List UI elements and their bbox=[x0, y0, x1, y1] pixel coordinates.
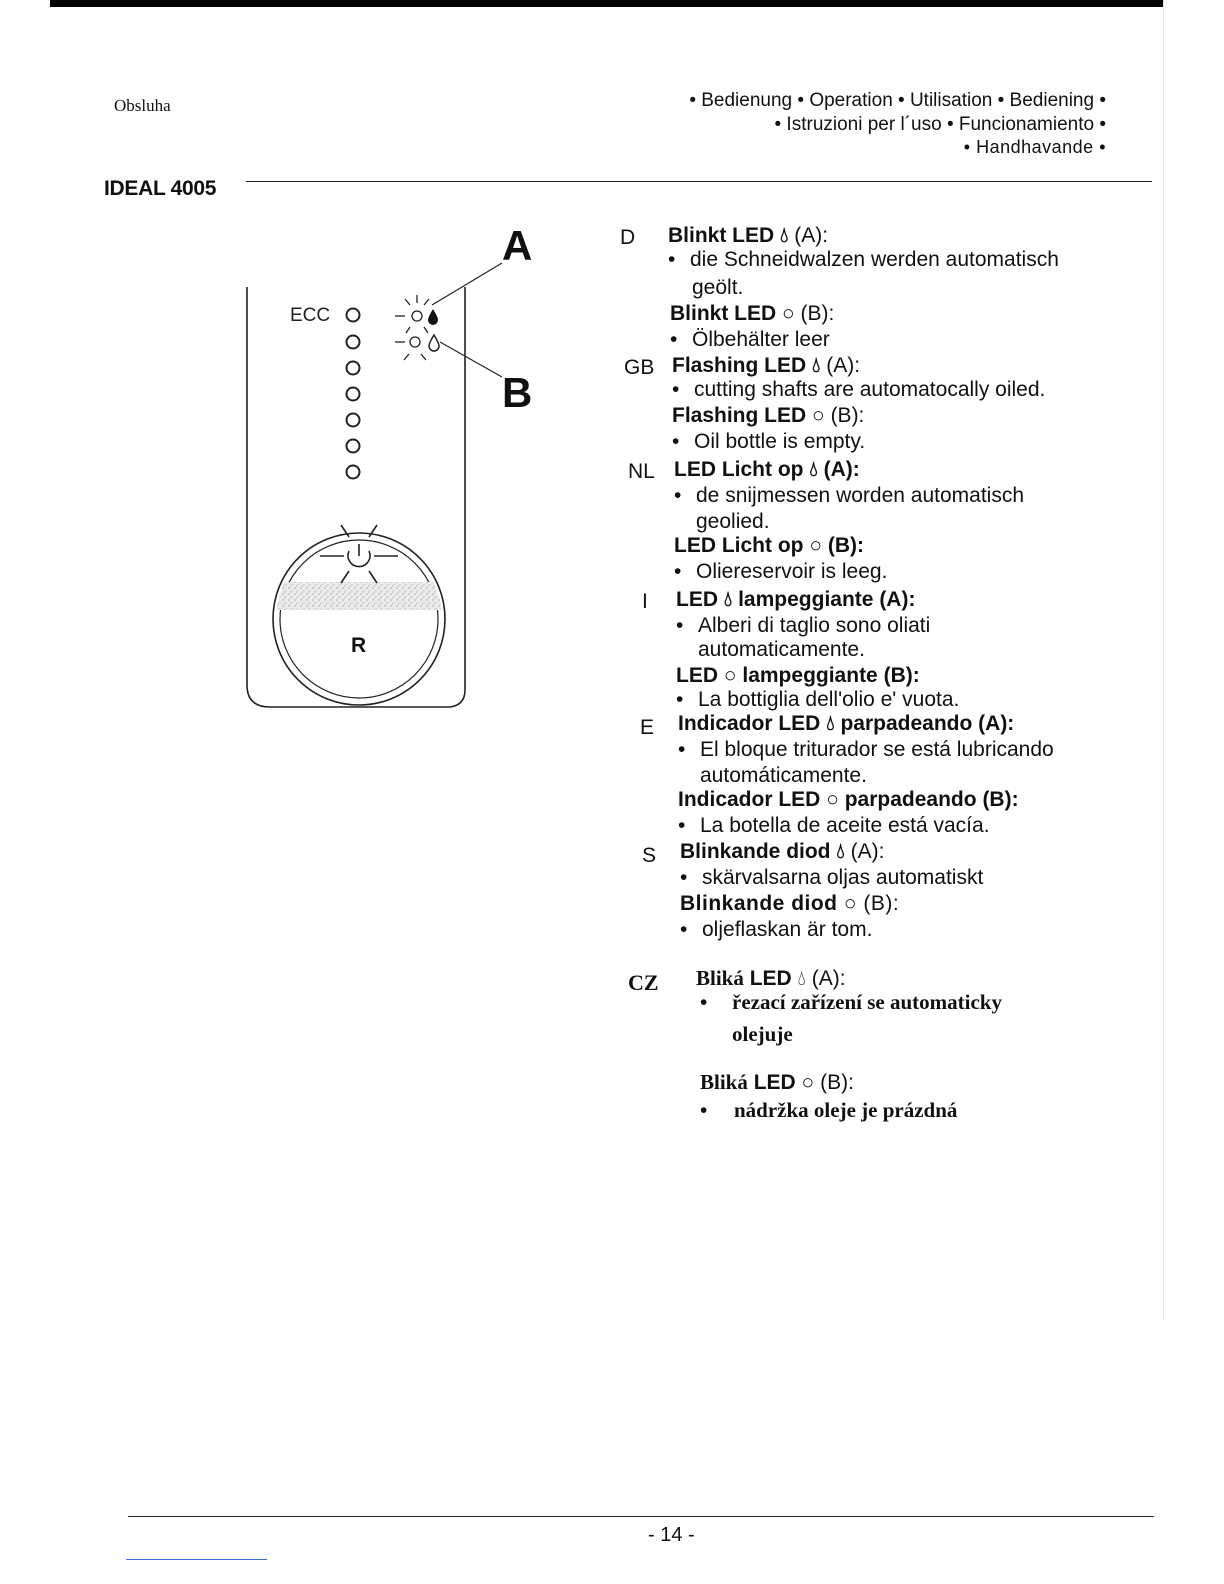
button-speckle-band bbox=[270, 582, 450, 610]
header-left-label: Obsluha bbox=[114, 96, 171, 115]
lang-code-i: I bbox=[642, 590, 648, 613]
oil-drop-hollow-icon: ○ bbox=[801, 1071, 815, 1094]
cz-text-b1: • nádržka oleje je prázdná bbox=[700, 1098, 958, 1122]
oil-drop-hollow-icon: ○ bbox=[843, 892, 858, 915]
lang-code-s: S bbox=[642, 844, 657, 867]
cz-heading-a: Bliká LED 💧︎ (A): bbox=[696, 966, 846, 990]
lang-code-cz: CZ bbox=[628, 970, 659, 995]
nl-text-a2: geolied. bbox=[696, 510, 770, 533]
d-text-a1: • die Schneidwalzen werden automatisch bbox=[668, 248, 1059, 271]
lang-code-gb: GB bbox=[624, 356, 655, 379]
d-text-a2: geölt. bbox=[692, 276, 744, 299]
cz-text-a1: • řezací zařízení se automaticky bbox=[700, 990, 1002, 1014]
oil-drop-hollow-icon bbox=[429, 335, 439, 351]
i-heading-b: LED ○ lampeggiante (B): bbox=[676, 664, 920, 687]
s-text-a1: • skärvalsarna oljas automatiskt bbox=[680, 866, 984, 889]
oil-drop-hollow-icon: ○ bbox=[723, 664, 737, 687]
top-border-bar bbox=[50, 0, 1164, 7]
oil-drop-filled-icon: 💧︎ bbox=[780, 224, 789, 247]
led-indicator bbox=[347, 414, 360, 427]
oil-drop-filled-icon: 💧︎ bbox=[812, 354, 821, 377]
oil-drop-filled-icon: 💧︎ bbox=[809, 458, 818, 481]
header-rule bbox=[246, 181, 1152, 182]
led-indicator bbox=[347, 336, 360, 349]
lang-code-nl: NL bbox=[628, 460, 655, 483]
gb-heading-b: Flashing LED ○ (B): bbox=[672, 404, 865, 427]
oil-drop-hollow-icon: ○ bbox=[809, 534, 823, 557]
model-title: IDEAL 4005 bbox=[104, 177, 217, 200]
i-text-a2: automaticamente. bbox=[698, 638, 865, 661]
operations-languages-line-3: • Handhavande • bbox=[963, 137, 1106, 157]
oil-led-b bbox=[395, 337, 426, 360]
oil-drop-filled-icon: 💧︎ bbox=[797, 967, 806, 990]
lang-code-d: D bbox=[620, 226, 636, 249]
oil-drop-filled-icon bbox=[428, 309, 438, 325]
e-heading-b: Indicador LED ○ parpadeando (B): bbox=[678, 788, 1019, 811]
oil-led-a bbox=[395, 295, 429, 333]
led-column bbox=[347, 309, 360, 479]
nl-text-a1: • de snijmessen worden automatisch bbox=[674, 484, 1025, 507]
gb-heading-a: Flashing LED 💧︎ (A): bbox=[672, 354, 861, 377]
operations-languages-line-2: • Istruzioni per l´uso • Funcionamiento • bbox=[774, 114, 1106, 135]
e-text-a1: • El bloque triturador se está lubricando bbox=[678, 738, 1054, 761]
led-indicator bbox=[347, 440, 360, 453]
led-indicator bbox=[347, 309, 360, 322]
lang-code-e: E bbox=[640, 716, 655, 739]
d-text-b1: • Ölbehälter leer bbox=[670, 328, 830, 351]
s-text-b1: • oljeflaskan är tom. bbox=[680, 918, 873, 941]
e-heading-a: Indicador LED 💧︎ parpadeando (A): bbox=[678, 712, 1015, 735]
callout-label-b: B bbox=[502, 369, 533, 416]
nl-heading-a: LED Licht op 💧︎ (A): bbox=[674, 458, 860, 481]
callout-label-a: A bbox=[502, 222, 533, 269]
device-panel-diagram bbox=[240, 215, 560, 730]
oil-drop-filled-icon: 💧︎ bbox=[723, 588, 733, 611]
d-heading-a: Blinkt LED 💧︎ (A): bbox=[668, 224, 829, 247]
gb-text-b1: • Oil bottle is empty. bbox=[672, 430, 866, 453]
oil-drop-hollow-icon: ○ bbox=[782, 302, 795, 325]
page-number: - 14 - bbox=[648, 1524, 695, 1546]
cz-heading-b: Bliká LED ○ (B): bbox=[700, 1070, 854, 1094]
oil-drop-hollow-icon: ○ bbox=[826, 788, 839, 811]
leader-line-a bbox=[432, 263, 502, 305]
i-text-b1: • La bottiglia dell'olio e' vuota. bbox=[676, 688, 960, 711]
page-edge-line bbox=[1163, 0, 1164, 1320]
led-indicator bbox=[347, 388, 360, 401]
i-text-a1: • Alberi di taglio sono oliati bbox=[676, 614, 931, 637]
d-heading-b: Blinkt LED ○ (B): bbox=[670, 302, 835, 325]
cz-text-a2: olejuje bbox=[732, 1022, 793, 1046]
reverse-button-letter: R bbox=[351, 634, 367, 657]
oil-drop-hollow-icon: ○ bbox=[812, 404, 825, 427]
led-indicator bbox=[347, 362, 360, 375]
s-heading-a: Blinkande diod 💧︎ (A): bbox=[680, 840, 885, 863]
led-indicator bbox=[347, 466, 360, 479]
nl-text-b1: • Oliereservoir is leeg. bbox=[674, 560, 888, 583]
oil-drop-filled-icon: 💧︎ bbox=[836, 840, 845, 863]
oil-drop-filled-icon: 💧︎ bbox=[826, 712, 835, 735]
footer-rule bbox=[128, 1516, 1154, 1517]
operations-languages-line-1: • Bedienung • Operation • Utilisation • Bediening • bbox=[689, 90, 1106, 111]
gb-text-a1: • cutting shafts are automatocally oiled. bbox=[672, 378, 1046, 401]
round-button-inner bbox=[280, 540, 438, 698]
nl-heading-b: LED Licht op ○ (B): bbox=[674, 534, 865, 557]
ecc-label: ECC bbox=[290, 305, 331, 326]
e-text-b1: • La botella de aceite está vacía. bbox=[678, 814, 990, 837]
s-heading-b: Blinkande diod ○ (B): bbox=[680, 892, 900, 915]
footer-blue-line bbox=[126, 1559, 267, 1560]
i-heading-a: LED 💧︎ lampeggiante (A): bbox=[676, 588, 916, 611]
e-text-a2: automáticamente. bbox=[700, 764, 867, 787]
round-button-outer bbox=[273, 533, 445, 705]
leader-line-b bbox=[440, 342, 502, 377]
